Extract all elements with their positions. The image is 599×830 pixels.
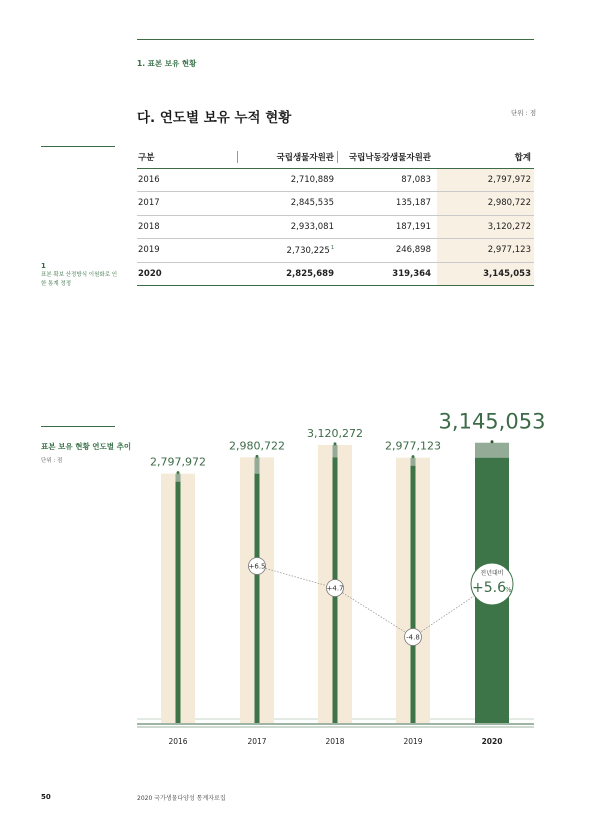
cell-nnibr: 319,364 bbox=[337, 262, 437, 286]
x-tick-label: 2018 bbox=[325, 737, 345, 746]
bar-increment bbox=[411, 458, 416, 466]
bar bbox=[176, 482, 181, 723]
cell-year: 2018 bbox=[137, 215, 237, 239]
footnote-text: 표본 확보 산정방식 이원화로 인한 통계 정정 bbox=[41, 272, 118, 287]
x-tick-label: 2019 bbox=[403, 737, 423, 746]
growth-label: -4.8 bbox=[406, 633, 420, 642]
data-label: 2,797,972 bbox=[150, 455, 206, 469]
cell-total: 2,977,123 bbox=[437, 239, 534, 263]
cell-year: 2019 bbox=[137, 239, 237, 263]
section-label: 1. 표본 보유 현황 bbox=[137, 59, 197, 68]
bar-increment bbox=[475, 443, 509, 458]
table-unit: 단위 : 점 bbox=[511, 109, 537, 117]
bar bbox=[411, 466, 416, 723]
data-label: 2,977,123 bbox=[385, 439, 441, 453]
growth-line bbox=[257, 566, 492, 637]
cell-total: 2,980,722 bbox=[437, 192, 534, 216]
cell-nibr: 2,730,225$^1$ bbox=[237, 239, 337, 263]
cell-nibr: 2,825,689 bbox=[237, 262, 337, 286]
chart-title: 표본 보유 현황 연도별 추이 bbox=[41, 442, 132, 451]
x-tick-label: 2017 bbox=[247, 737, 267, 746]
cell-nnibr: 135,187 bbox=[337, 192, 437, 216]
footer-title: 2020 국가생물다양성 통계자료집 bbox=[137, 795, 226, 802]
bar bbox=[255, 474, 260, 723]
data-label: 3,145,053 bbox=[438, 409, 546, 434]
footnote-marker: 1 bbox=[330, 244, 334, 251]
cell-nibr: 2,845,535 bbox=[237, 192, 337, 216]
x-tick-label: 2020 bbox=[481, 737, 503, 746]
cell-nibr: 2,710,889 bbox=[237, 168, 337, 192]
bar-increment bbox=[333, 445, 338, 457]
x-tick-label: 2016 bbox=[168, 737, 188, 746]
page-number: 50 bbox=[41, 793, 51, 801]
growth-label: +4.7 bbox=[326, 584, 344, 593]
bar-marker bbox=[412, 455, 415, 458]
bar-increment bbox=[255, 457, 260, 473]
growth-label: +6.5 bbox=[248, 562, 266, 571]
cell-year: 2017 bbox=[137, 192, 237, 216]
cell-total: 3,120,272 bbox=[437, 215, 534, 239]
header-category: 구분 bbox=[137, 146, 237, 168]
data-label: 3,120,272 bbox=[307, 426, 363, 440]
cell-total: 2,797,972 bbox=[437, 168, 534, 192]
callout-label: 전년대비 bbox=[480, 570, 504, 577]
cell-year: 2016 bbox=[137, 168, 237, 192]
header-total: 합계 bbox=[437, 146, 534, 168]
growth-label: +5.6 bbox=[472, 580, 506, 596]
chart-unit: 단위 : 점 bbox=[41, 458, 63, 464]
cell-nnibr: 87,083 bbox=[337, 168, 437, 192]
cell-nnibr: 187,191 bbox=[337, 215, 437, 239]
growth-unit: % bbox=[505, 586, 512, 594]
bar-marker bbox=[491, 440, 494, 443]
cell-year: 2020 bbox=[137, 262, 237, 286]
header-nnibr: 국립낙동강생물자원관 bbox=[337, 146, 437, 168]
bar-increment bbox=[176, 474, 181, 482]
cell-total: 3,145,053 bbox=[437, 262, 534, 286]
header-nibr: 국립생물자원관 bbox=[237, 146, 337, 168]
bar-marker bbox=[334, 442, 337, 445]
bar-marker bbox=[256, 455, 259, 458]
page-heading: 다. 연도별 보유 누적 현황 bbox=[137, 110, 292, 126]
cell-nibr: 2,933,081 bbox=[237, 215, 337, 239]
cell-nnibr: 246,898 bbox=[337, 239, 437, 263]
data-label: 2,980,722 bbox=[229, 439, 285, 453]
bar-marker bbox=[177, 471, 180, 474]
footnote-number: 1 bbox=[41, 262, 46, 270]
